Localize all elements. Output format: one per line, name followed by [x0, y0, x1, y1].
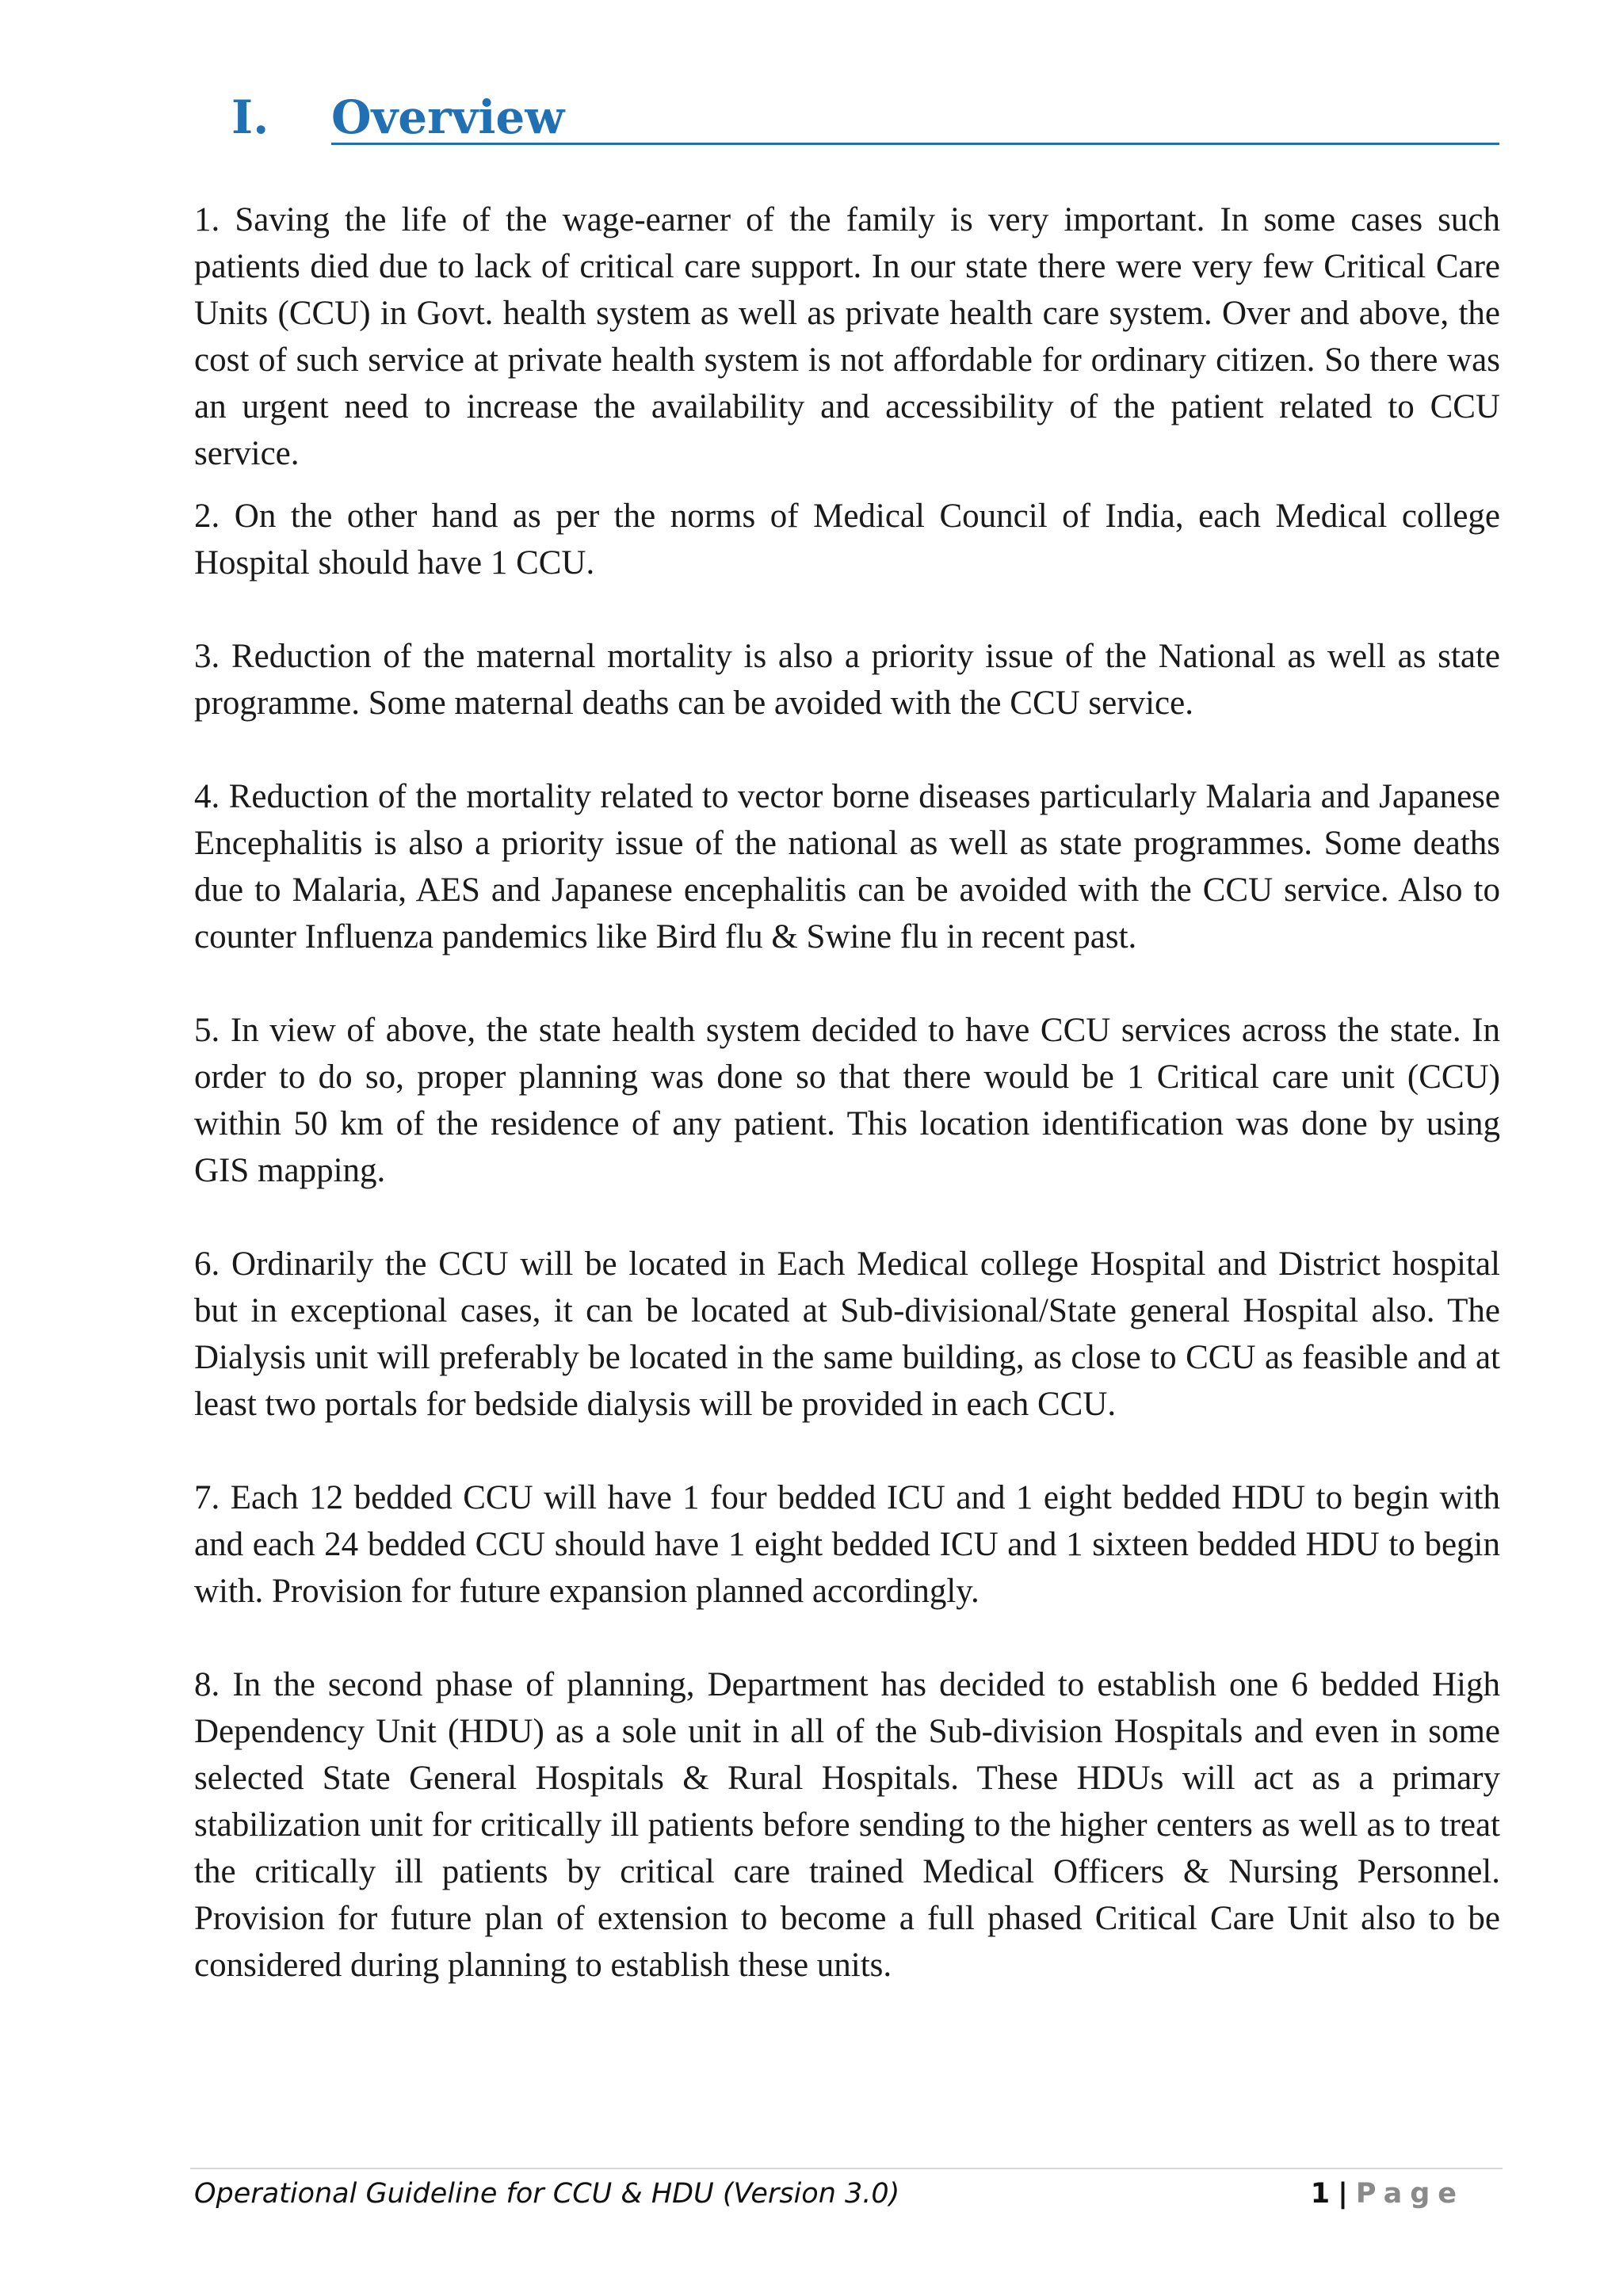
- section-number: I.: [231, 90, 269, 144]
- paragraph-2: 2. On the other hand as per the norms of Medical Council of India, each Medical college Hospital should have 1 CCU.: [194, 498, 1500, 582]
- footer-document-title: Operational Guideline for CCU & HDU (Version 3.0): [194, 2178, 900, 2210]
- body-content: [194, 196, 1500, 1989]
- page-label: Page: [1355, 2178, 1465, 2210]
- paragraph-8: 8. In the second phase of planning, Department has decided to establish one 6 bedded High Dependency Unit (HDU) as a sole unit in all of the Sub-division Hospitals and even in some selected State General Hospitals & Rural Hospitals. These HDUs will act as a primary stabilization unit for critically ill patients before sending to the higher centers as well as to treat the critically ill patients by critical care trained Medical Officers & Nursing Personnel. Provision for future plan of extension to become a full phased Critical Care Unit also to be considered during planning to establish these units.: [194, 1666, 1500, 1984]
- paragraph-4: 4. Reduction of the mortality related to vector borne diseases particularly Malaria and Japanese Encephalitis is also a priority issue of the national as well as state programmes. Some deaths due to Malaria, AES and Japanese encephalitis can be avoided with the CCU service. Also to counter Influenza pandemics like Bird flu & Swine flu in recent past.: [194, 778, 1500, 955]
- section-title: Overview: [331, 90, 565, 144]
- paragraph-7: 7. Each 12 bedded CCU will have 1 four bedded ICU and 1 eight bedded HDU to begin with and each 24 bedded CCU should have 1 eight bedded ICU and 1 sixteen bedded HDU to begin with. Provision for future expansion planned accordingly.: [194, 1479, 1500, 1610]
- heading-underline: [331, 143, 1499, 145]
- section-heading: [231, 86, 1499, 149]
- footer-divider: [190, 2168, 1503, 2169]
- page-number: 1: [1310, 2178, 1331, 2210]
- page-separator: |: [1338, 2178, 1348, 2210]
- paragraph-3: 3. Reduction of the maternal mortality is also a priority issue of the National as well as state programme. Some maternal deaths can be avoided with the CCU service.: [194, 638, 1500, 722]
- paragraph-5: 5. In view of above, the state health system decided to have CCU services across the state. In order to do so, proper planning was done so that there would be 1 Critical care unit (CCU) within 50 km of the residence of any patient. This location identification was done by using GIS mapping.: [194, 1012, 1500, 1189]
- footer-page-indicator: [1311, 2174, 1465, 2214]
- paragraph-6: 6. Ordinarily the CCU will be located in Each Medical college Hospital and District hospital but in exceptional cases, it can be located at Sub-divisional/State general Hospital also. The Dialysis unit will preferably be located in the same building, as close to CCU as feasible and at least two portals for bedside dialysis will be provided in each CCU.: [194, 1245, 1500, 1423]
- paragraph-1: 1. Saving the life of the wage-earner of the family is very important. In some cases such patients died due to lack of critical care support. In our state there were very few Critical Care Units (CCU) in Govt. health system as well as private health care system. Over and above, the cost of such service at private health system is not affordable for ordinary citizen. So there was an urgent need to increase the availability and accessibility of the patient related to CCU service.: [194, 201, 1500, 472]
